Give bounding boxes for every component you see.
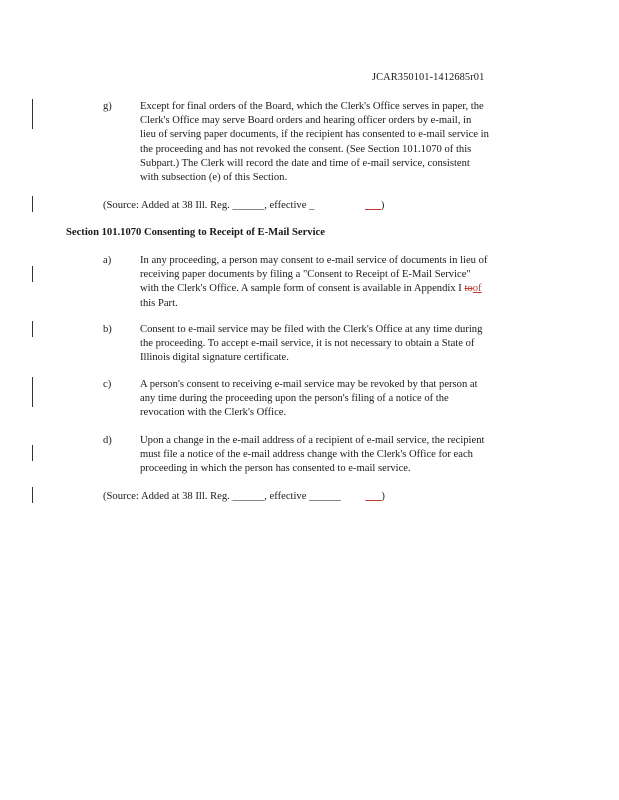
text-line: lieu of serving paper documents, if the recipient has consented to e-mail service in [140,129,489,141]
subsection-text [140,323,540,366]
change-bar [32,196,33,212]
text-line: with subsection (e) of this Section. [140,172,288,184]
source-close: ) [380,200,385,211]
source-note [103,490,543,504]
source-blank: ______ [309,491,341,502]
subsection-label: b) [103,324,112,335]
text-fragment: receiving paper documents by filing a " [140,269,308,281]
text-fragment: with the Clerk's Office. A sample form of consent is available in Appendix I [140,283,462,295]
source-blank: ______ [232,491,265,502]
subsection-text [140,378,540,421]
text-line: the proceeding and has not revoked the consent. (See Section 101.1070 of this [140,143,472,155]
source-blank: ______ [232,200,265,211]
text-fragment: " [466,269,471,281]
text-line: Subpart.) The Clerk will record the date and time of e-mail service, consistent [140,157,470,169]
source-prefix: (Source: Added at 38 Ill. Reg. [103,200,230,211]
subsection-text [140,254,540,311]
section-heading: Section 101.1070 Consenting to Receipt of E-Mail Service [66,227,325,238]
text-line: In any proceeding, a person may consent to e-mail service of documents in lieu of [140,255,488,266]
subsection-label: d) [103,435,112,446]
deleted-text: to [464,283,473,295]
text-line: revocation with the Clerk's Office. [140,407,287,419]
source-dash: ___ [365,491,382,502]
text-line: must file a notice of the e-mail address change with the Clerk's Office for each [140,449,473,461]
source-middle: , effective [264,491,307,502]
text-line: this Part. [140,297,178,309]
change-bar [32,266,33,282]
text-line: Consent to e-mail service may be filed with the Clerk's Office at any time during [140,324,483,335]
subsection-label: c) [103,379,112,390]
change-bar [32,377,33,407]
source-note [103,199,543,213]
text-line: Clerk's Office may serve Board orders and hearing officer orders by e-mail, in [140,115,472,127]
subsection-text [140,100,540,185]
text-line: A person's consent to receiving e-mail service may be revoked by that person at [140,379,478,390]
text-line: the proceeding. To accept e-mail service, it is not necessary to obtain a State of [140,338,475,350]
text-fragment: Consent to Receipt of E-Mail Service [307,269,467,281]
change-bar [32,445,33,461]
subsection-label: a) [103,255,112,266]
text-line [140,282,540,296]
source-middle: , effective [264,200,307,211]
subsection-label: g) [103,101,112,112]
document-id: JCAR350101-1412685r01 [372,72,485,83]
subsection-text [140,434,540,477]
change-bar [32,321,33,337]
inserted-text: of [472,283,482,295]
text-line [140,268,540,282]
text-line: any time during the proceeding upon the person's filing of a notice of the [140,393,449,405]
text-line: proceeding in which the person has consented to e-mail service. [140,463,411,475]
source-close: ) [381,491,385,502]
change-bar [32,487,33,503]
text-line: Upon a change in the e-mail address of a recipient of e-mail service, the recipient [140,435,485,446]
text-line: Except for final orders of the Board, which the Clerk's Office serves in paper, the [140,101,484,112]
text-line: Illinois digital signature certificate. [140,352,289,364]
change-bar [32,99,33,129]
source-blank: _ [309,200,315,211]
source-dash: ___ [365,200,381,211]
source-prefix: (Source: Added at 38 Ill. Reg. [103,491,230,502]
